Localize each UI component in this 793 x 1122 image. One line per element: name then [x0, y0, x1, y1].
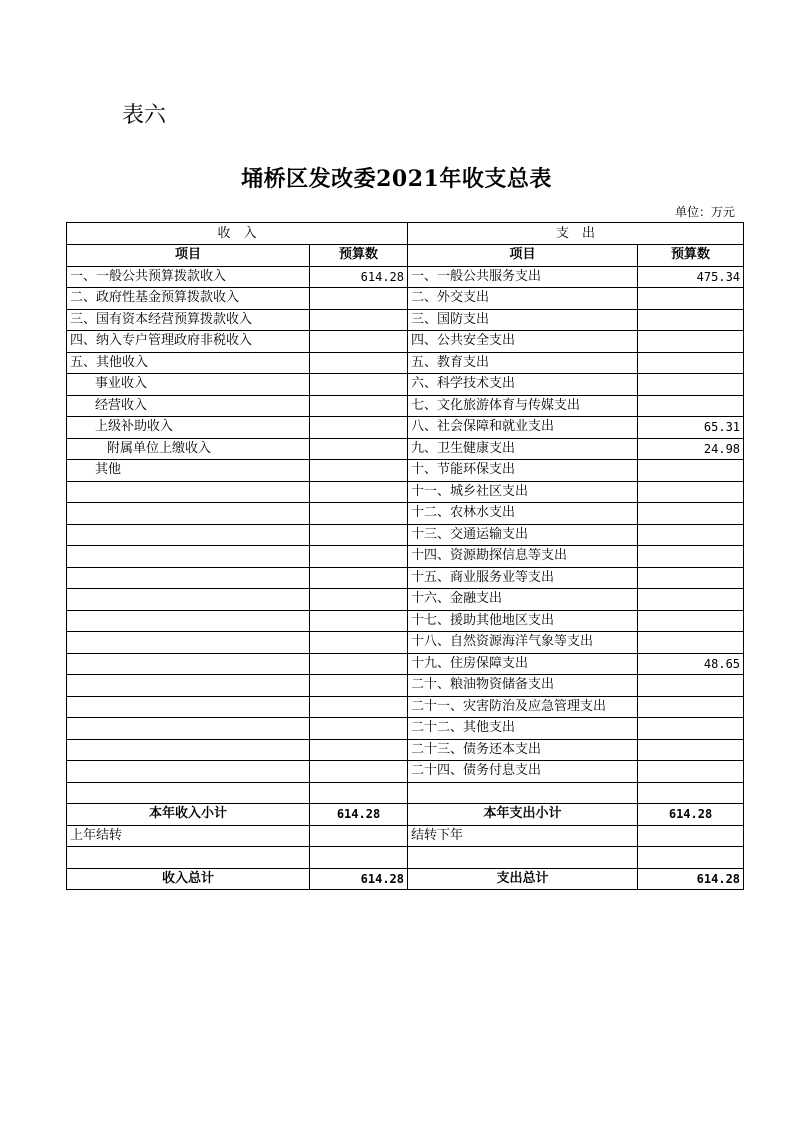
expense-item-cell: 十四、资源勘探信息等支出	[408, 546, 638, 568]
income-item-cell	[67, 567, 310, 589]
budget-table-body	[67, 223, 744, 890]
expense-item-cell: 十一、城乡社区支出	[408, 481, 638, 503]
table-row	[67, 761, 744, 783]
income-item-cell	[67, 546, 310, 568]
expense-carry-label: 结转下年	[408, 825, 638, 847]
income-budget-header: 预算数	[310, 245, 408, 267]
income-item-cell	[67, 675, 310, 697]
table-row	[67, 675, 744, 697]
income-value-cell	[310, 589, 408, 611]
income-item-cell	[67, 653, 310, 675]
table-row	[67, 782, 744, 804]
income-value-cell	[310, 696, 408, 718]
expense-value-cell	[638, 718, 744, 740]
table-row	[67, 653, 744, 675]
section-header-row	[67, 223, 744, 245]
expense-item-cell: 七、文化旅游体育与传媒支出	[408, 395, 638, 417]
expense-value-cell: 24.98	[638, 438, 744, 460]
income-item-cell	[67, 696, 310, 718]
expense-item-cell: 十、节能环保支出	[408, 460, 638, 482]
income-value-cell	[310, 761, 408, 783]
expense-total-value: 614.28	[638, 868, 744, 890]
expense-item-cell: 二十二、其他支出	[408, 718, 638, 740]
income-value-cell	[310, 632, 408, 654]
empty-row	[67, 847, 744, 869]
expense-item-cell: 十八、自然资源海洋气象等支出	[408, 632, 638, 654]
income-item-cell: 附属单位上缴收入	[67, 438, 310, 460]
empty-cell	[310, 847, 408, 869]
expense-item-cell: 十三、交通运输支出	[408, 524, 638, 546]
table-row	[67, 503, 744, 525]
income-item-cell	[67, 782, 310, 804]
income-value-cell	[310, 460, 408, 482]
table-row	[67, 309, 744, 331]
expense-item-cell: 二、外交支出	[408, 288, 638, 310]
expense-value-cell: 65.31	[638, 417, 744, 439]
expense-subtotal-value: 614.28	[638, 804, 744, 826]
income-value-cell	[310, 524, 408, 546]
expense-item-cell: 十六、金融支出	[408, 589, 638, 611]
income-value-cell	[310, 481, 408, 503]
income-subtotal-label: 本年收入小计	[67, 804, 310, 826]
table-row	[67, 718, 744, 740]
income-section-header: 收 入	[67, 223, 408, 245]
expense-item-cell: 二十三、债务还本支出	[408, 739, 638, 761]
expense-item-cell: 四、公共安全支出	[408, 331, 638, 353]
income-value-cell: 614.28	[310, 266, 408, 288]
expense-budget-header: 预算数	[638, 245, 744, 267]
expense-value-cell	[638, 481, 744, 503]
income-value-cell	[310, 352, 408, 374]
expense-value-cell	[638, 610, 744, 632]
expense-item-cell: 二十四、债务付息支出	[408, 761, 638, 783]
expense-item-cell: 六、科学技术支出	[408, 374, 638, 396]
expense-value-cell	[638, 546, 744, 568]
expense-value-cell	[638, 374, 744, 396]
income-item-cell: 其他	[67, 460, 310, 482]
expense-value-cell	[638, 460, 744, 482]
expense-item-header: 项目	[408, 245, 638, 267]
expense-value-cell	[638, 352, 744, 374]
income-value-cell	[310, 395, 408, 417]
table-row	[67, 632, 744, 654]
table-row	[67, 374, 744, 396]
expense-subtotal-label: 本年支出小计	[408, 804, 638, 826]
income-value-cell	[310, 288, 408, 310]
income-item-cell	[67, 632, 310, 654]
income-item-cell	[67, 739, 310, 761]
unit-label: 单位：万元	[674, 205, 735, 219]
income-item-cell: 事业收入	[67, 374, 310, 396]
page-title: 埇桥区发改委2021年收支总表	[241, 166, 552, 192]
subtotal-row	[67, 804, 744, 826]
table-row	[67, 288, 744, 310]
expense-value-cell	[638, 589, 744, 611]
table-row	[67, 352, 744, 374]
table-row	[67, 610, 744, 632]
income-carry-value	[310, 825, 408, 847]
page-label: 表六	[122, 103, 167, 128]
table-row	[67, 546, 744, 568]
income-value-cell	[310, 567, 408, 589]
income-item-cell: 经营收入	[67, 395, 310, 417]
income-item-cell	[67, 481, 310, 503]
expense-item-cell: 八、社会保障和就业支出	[408, 417, 638, 439]
table-row	[67, 395, 744, 417]
empty-cell	[408, 847, 638, 869]
expense-carry-value	[638, 825, 744, 847]
table-row	[67, 696, 744, 718]
carryover-row	[67, 825, 744, 847]
expense-value-cell	[638, 739, 744, 761]
expense-item-cell: 九、卫生健康支出	[408, 438, 638, 460]
expense-value-cell	[638, 632, 744, 654]
table-row	[67, 739, 744, 761]
expense-item-cell: 二十、粮油物资储备支出	[408, 675, 638, 697]
table-row	[67, 589, 744, 611]
income-value-cell	[310, 417, 408, 439]
income-value-cell	[310, 718, 408, 740]
income-value-cell	[310, 309, 408, 331]
income-item-cell	[67, 589, 310, 611]
income-value-cell	[310, 374, 408, 396]
expense-total-label: 支出总计	[408, 868, 638, 890]
expense-item-cell: 三、国防支出	[408, 309, 638, 331]
income-value-cell	[310, 610, 408, 632]
income-item-cell	[67, 610, 310, 632]
empty-cell	[638, 847, 744, 869]
table-row	[67, 567, 744, 589]
income-item-cell	[67, 718, 310, 740]
income-item-cell: 二、政府性基金预算拨款收入	[67, 288, 310, 310]
table-row	[67, 266, 744, 288]
expense-value-cell: 48.65	[638, 653, 744, 675]
table-row	[67, 460, 744, 482]
budget-table	[66, 222, 744, 890]
expense-value-cell	[638, 331, 744, 353]
total-row	[67, 868, 744, 890]
expense-value-cell	[638, 696, 744, 718]
expense-value-cell	[638, 524, 744, 546]
expense-item-cell: 十五、商业服务业等支出	[408, 567, 638, 589]
expense-value-cell	[638, 761, 744, 783]
expense-item-cell	[408, 782, 638, 804]
income-item-cell	[67, 524, 310, 546]
income-value-cell	[310, 546, 408, 568]
table-row	[67, 417, 744, 439]
expense-section-header: 支 出	[408, 223, 744, 245]
table-row	[67, 524, 744, 546]
table-row	[67, 438, 744, 460]
income-value-cell	[310, 438, 408, 460]
income-item-header: 项目	[67, 245, 310, 267]
income-value-cell	[310, 739, 408, 761]
expense-value-cell	[638, 395, 744, 417]
empty-cell	[67, 847, 310, 869]
income-value-cell	[310, 331, 408, 353]
expense-item-cell: 二十一、灾害防治及应急管理支出	[408, 696, 638, 718]
income-value-cell	[310, 653, 408, 675]
expense-item-cell: 十二、农林水支出	[408, 503, 638, 525]
income-total-value: 614.28	[310, 868, 408, 890]
expense-item-cell: 一、一般公共服务支出	[408, 266, 638, 288]
income-item-cell: 三、国有资本经营预算拨款收入	[67, 309, 310, 331]
column-header-row	[67, 245, 744, 267]
income-item-cell: 一、一般公共预算拨款收入	[67, 266, 310, 288]
expense-item-cell: 十七、援助其他地区支出	[408, 610, 638, 632]
income-carry-label: 上年结转	[67, 825, 310, 847]
expense-value-cell	[638, 782, 744, 804]
income-item-cell: 上级补助收入	[67, 417, 310, 439]
expense-value-cell	[638, 503, 744, 525]
income-item-cell: 五、其他收入	[67, 352, 310, 374]
income-value-cell	[310, 503, 408, 525]
expense-item-cell: 五、教育支出	[408, 352, 638, 374]
table-row	[67, 331, 744, 353]
expense-value-cell	[638, 309, 744, 331]
income-total-label: 收入总计	[67, 868, 310, 890]
expense-item-cell: 十九、住房保障支出	[408, 653, 638, 675]
income-item-cell	[67, 503, 310, 525]
income-subtotal-value: 614.28	[310, 804, 408, 826]
expense-value-cell	[638, 288, 744, 310]
expense-value-cell: 475.34	[638, 266, 744, 288]
expense-value-cell	[638, 675, 744, 697]
table-row	[67, 481, 744, 503]
expense-value-cell	[638, 567, 744, 589]
income-value-cell	[310, 782, 408, 804]
income-item-cell	[67, 761, 310, 783]
income-item-cell: 四、纳入专户管理政府非税收入	[67, 331, 310, 353]
income-value-cell	[310, 675, 408, 697]
